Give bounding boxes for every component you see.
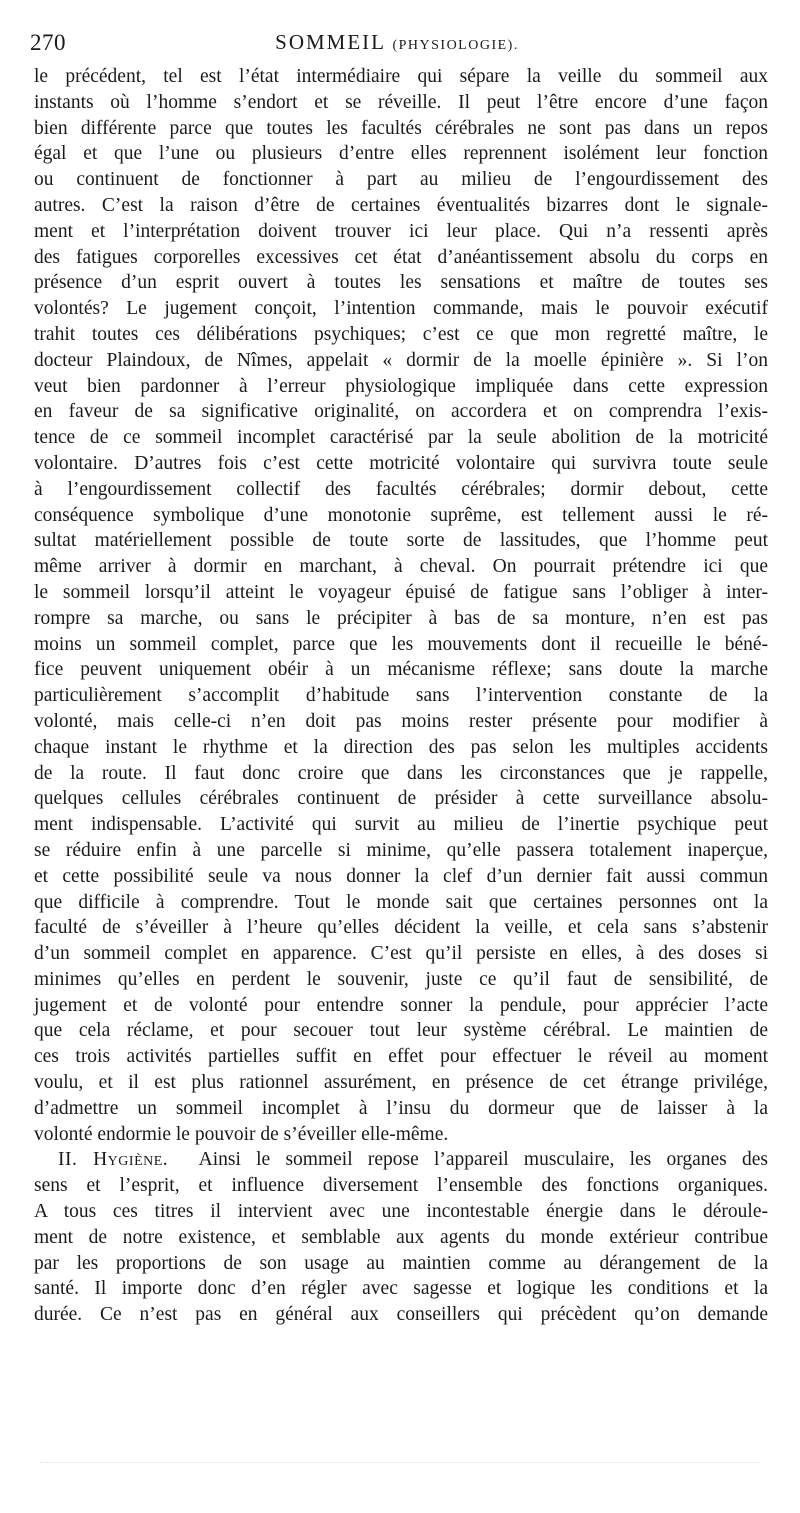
text-line: faculté de s’éveiller à l’heure qu’elles décident la veille, et cela sans s’abstenir (34, 917, 768, 939)
text-line: même arriver à dormir en marchant, à cheval. On pourrait prétendre ici que (34, 556, 768, 578)
text-line: volonté endormie le pouvoir de s’éveiller elle-même. (34, 1123, 449, 1145)
text-line: à l’engourdissement collectif des facultés cérébrales; dormir debout, cette (34, 478, 768, 500)
text-line: minimes qu’elles en perdent le souvenir, juste ce qu’il faut de sensibilité, de (34, 968, 768, 990)
running-header (30, 26, 764, 58)
text-line: d’un sommeil complet en apparence. C’est qu’il persiste en elles, à des doses si (34, 943, 768, 965)
text-line: particulièrement s’accomplit d’habitude sans l’intervention constante de la (34, 685, 768, 707)
text-line: volontés? Le jugement conçoit, l’intention commande, mais le pouvoir exécutif (34, 298, 768, 320)
text-line: par les proportions de son usage au maintien comme au dérangement de la (34, 1252, 768, 1274)
text-line: en faveur de sa significative originalité, on accordera et on comprendra l’exis- (34, 401, 768, 423)
section-first-line-text: Ainsi le sommeil repose l’appareil musculaire, les organes des (198, 1149, 769, 1171)
section-first-line (34, 1147, 768, 1173)
text-line: sens et l’esprit, et influence diversement l’ensemble des fonctions organiques. (34, 1175, 768, 1197)
text-line: ment de notre existence, et semblable aux agents du monde extérieur contribue (34, 1226, 768, 1248)
text-line: veut bien pardonner à l’erreur physiologique impliquée dans cette expression (34, 375, 768, 397)
text-line: ces trois activités partielles suffit en effet pour effectuer le réveil au moment (34, 1046, 768, 1068)
running-title-subtitle: (PHYSIOLOGIE). (392, 38, 519, 53)
text-line: rompre sa marche, ou sans le précipiter à bas de sa monture, n’en est pas (34, 607, 768, 629)
text-line: le sommeil lorsqu’il atteint le voyageur épuisé de fatigue sans l’obliger à inter- (34, 581, 768, 603)
text-line: que difficile à comprendre. Tout le monde sait que certaines personnes ont la (34, 891, 768, 913)
text-line: instants où l’homme s’endort et se réveille. Il peut l’être encore d’une façon (34, 91, 768, 113)
text-line: volontaire. D’autres fois c’est cette motricité volontaire qui survivra toute seule (34, 452, 768, 474)
text-line: moins un sommeil complet, parce que les mouvements dont il recueille le béné- (34, 633, 768, 655)
text-line: ment et l’interprétation doivent trouver ici leur place. Qui n’a ressenti après (34, 220, 768, 242)
text-line: se réduire enfin à une parcelle si minime, qu’elle passera totalement inaperçue, (34, 839, 768, 861)
text-line: ou continuent de fonctionner à part au milieu de l’engourdissement des (34, 169, 768, 191)
text-line: d’admettre un sommeil incomplet à l’insu du dormeur que de laisser à la (34, 1097, 768, 1119)
text-line: de la route. Il faut donc croire que dans les circonstances que je rappelle, (34, 762, 768, 784)
text-line: que cela réclame, et pour secouer tout leur système cérébral. Le maintien de (34, 1020, 768, 1042)
running-title-main: SOMMEIL (275, 30, 386, 54)
text-line: tence de ce sommeil incomplet caractérisé par la seule abolition de la motricité (34, 427, 768, 449)
text-line: volonté, mais celle-ci n’en doit pas moins rester présente pour modifier à (34, 710, 768, 732)
text-line: sultat matériellement possible de toute sorte de lassitudes, que l’homme peut (34, 530, 768, 552)
text-line: A tous ces titres il intervient avec une incontestable énergie dans le déroule- (34, 1201, 768, 1223)
text-line: durée. Ce n’est pas en général aux conseillers qui précèdent qu’on demande (34, 1304, 768, 1326)
text-line: fice peuvent uniquement obéir à un mécanisme réflexe; sans doute la marche (34, 659, 768, 681)
text-line: le précédent, tel est l’état intermédiaire qui sépare la veille du sommeil aux (34, 66, 768, 87)
text-line: présence d’un esprit ouvert à toutes les sensations et maître de toutes ses (34, 272, 768, 294)
page-number: 270 (30, 30, 66, 55)
text-line: chaque instant le rhythme et la direction des pas selon les multiples accidents (34, 736, 768, 758)
text-line: voulu, et il est plus rationnel assurément, en présence de cet étrange privilége, (34, 1072, 768, 1094)
bleed-through-line (40, 1462, 760, 1469)
text-line: bien différente parce que toutes les facultés cérébrales ne sont pas dans un repos (34, 117, 768, 139)
running-title (30, 30, 764, 55)
text-line: ment indispensable. L’activité qui survit au milieu de l’inertie psychique peut (34, 814, 768, 836)
text-line: trahit toutes ces délibérations psychiques; c’est ce que mon regretté maître, le (34, 323, 768, 345)
text-line: quelques cellules cérébrales continuent de présider à cette surveillance absolu- (34, 788, 768, 810)
text-line: santé. Il importe donc d’en régler avec sagesse et logique les conditions et la (34, 1278, 768, 1300)
text-line: des fatigues corporelles excessives cet état d’anéantissement absolu du corps en (34, 246, 768, 268)
text-line: autres. C’est la raison d’être de certaines éventualités bizarres dont le signale- (34, 194, 768, 216)
text-line: égal et que l’une ou plusieurs d’entre elles reprennent isolément leur fonction (34, 143, 768, 165)
text-line: et cette possibilité seule va nous donner la clef d’un dernier fait aussi commun (34, 865, 768, 887)
text-line: docteur Plaindoux, de Nîmes, appelait « dormir de la moelle épinière ». Si l’on (34, 349, 768, 371)
body-text (34, 64, 768, 1328)
section-heading: II. Hygiène. (58, 1149, 169, 1171)
text-line: jugement et de volonté pour entendre sonner la pendule, pour apprécier l’acte (34, 994, 768, 1016)
text-line: conséquence symbolique d’une monotonie suprême, est tellement aussi le ré- (34, 504, 768, 526)
